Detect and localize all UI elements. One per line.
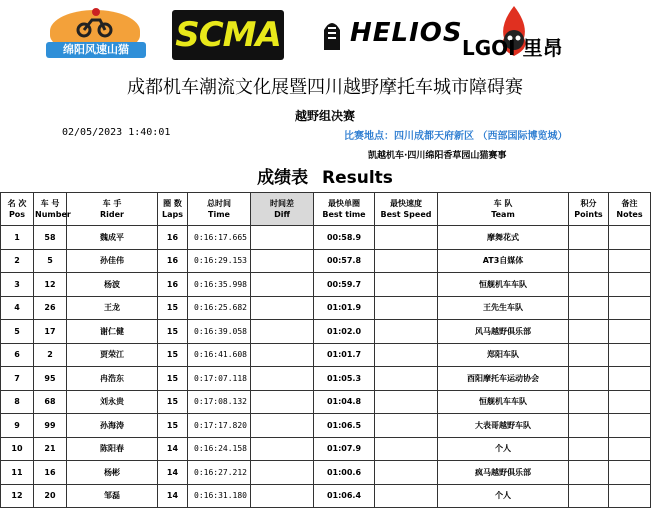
table-row [1,296,651,320]
cell-best-speed [375,320,438,344]
cell-rider: 杨彬 [67,461,158,485]
col-team [438,193,569,226]
cell-pos: 5 [1,320,34,344]
cell-diff [251,484,314,508]
cell-time: 0:16:41.608 [188,343,251,367]
organizer-label: 凯越机车·四川绵阳香草园山猫赛事 [368,151,507,161]
cell-number: 5 [34,249,67,273]
cell-best-time: 00:58.9 [314,226,375,250]
cell-team: 恒舰机车车队 [438,390,569,414]
cell-rider: 贾荣江 [67,343,158,367]
cell-rider: 刘永贵 [67,390,158,414]
page-subtitle: 越野组决赛 [294,109,355,123]
col-label-cn: 最快速度 [390,199,422,208]
cell-best-time: 01:06.5 [314,414,375,438]
cell-number: 21 [34,437,67,461]
cell-diff [251,390,314,414]
scma-logo-text: SCMA [175,15,281,55]
cell-best-time: 01:00.6 [314,461,375,485]
cell-laps: 15 [158,296,188,320]
cell-best-time: 00:57.8 [314,249,375,273]
print-datetime: 02/05/2023 1:40:01 [62,127,171,138]
col-label-en: Best Speed [380,210,432,219]
cell-time: 0:17:17.820 [188,414,251,438]
cell-team: AT3自媒体 [438,249,569,273]
col-label-cn: 车 号 [40,199,60,208]
scma-logo [172,10,284,60]
cell-notes [609,226,651,250]
cell-best-speed [375,461,438,485]
cell-notes [609,343,651,367]
col-rider [67,193,158,226]
cell-points [569,273,609,297]
col-label-cn: 车 手 [102,199,122,208]
venue-label: 比赛地点：四川成都天府新区 （西部国际博览城） [344,131,568,142]
rider-silhouette-icon [74,6,114,38]
col-label-en: Number [35,210,71,219]
moto-logo-name: 绵阳风速山猫 [46,42,146,58]
col-label-en: Notes [616,210,643,219]
cell-number: 58 [34,226,67,250]
cell-time: 0:16:24.158 [188,437,251,461]
cell-rider: 陈阳春 [67,437,158,461]
col-laps [158,193,188,226]
cell-laps: 15 [158,390,188,414]
cell-pos: 11 [1,461,34,485]
col-label-cn: 圈 数 [163,199,182,208]
cell-pos: 8 [1,390,34,414]
page-title: 成都机车潮流文化展暨四川越野摩托车城市障碍赛 [127,77,523,98]
table-row [1,414,651,438]
cell-best-speed [375,484,438,508]
cell-points [569,414,609,438]
cell-laps: 14 [158,484,188,508]
cell-laps: 14 [158,461,188,485]
cell-diff [251,226,314,250]
cell-points [569,367,609,391]
cell-diff [251,296,314,320]
cell-points [569,320,609,344]
col-label-cn: 名 次 [7,199,27,208]
flame-logo [462,4,582,62]
cell-team: 郑阳车队 [438,343,569,367]
cell-pos: 9 [1,414,34,438]
cell-rider: 孙佳伟 [67,249,158,273]
cell-laps: 16 [158,273,188,297]
table-row [1,367,651,391]
cell-laps: 16 [158,249,188,273]
cell-pos: 6 [1,343,34,367]
cell-time: 0:16:27.212 [188,461,251,485]
cell-time: 0:16:35.998 [188,273,251,297]
col-notes [609,193,651,226]
table-row [1,461,651,485]
results-heading-en: Results [322,168,393,188]
cell-time: 0:16:29.153 [188,249,251,273]
cell-best-speed [375,249,438,273]
cell-rider: 杨波 [67,273,158,297]
cell-laps: 15 [158,414,188,438]
cell-number: 12 [34,273,67,297]
cell-pos: 1 [1,226,34,250]
cell-time: 0:16:39.058 [188,320,251,344]
cell-rider: 谢仁健 [67,320,158,344]
helios-logo [320,14,463,54]
cell-pos: 7 [1,367,34,391]
motocross-rider-icon [40,6,145,62]
table-row [1,484,651,508]
cell-laps: 15 [158,343,188,367]
cell-laps: 14 [158,437,188,461]
cell-team: 摩舞花式 [438,226,569,250]
cell-notes [609,461,651,485]
cell-diff [251,320,314,344]
cell-laps: 16 [158,226,188,250]
cell-team: 大表哥越野车队 [438,414,569,438]
cell-team: 王先生车队 [438,296,569,320]
cell-time: 0:17:07.118 [188,367,251,391]
col-label-en: Laps [162,210,183,219]
cell-best-time: 00:59.7 [314,273,375,297]
col-time [188,193,251,226]
cell-best-speed [375,390,438,414]
cell-notes [609,390,651,414]
cell-rider: 邹磊 [67,484,158,508]
cell-pos: 4 [1,296,34,320]
col-label-en: Rider [100,210,124,219]
cell-best-speed [375,367,438,391]
helios-logo-text: HELIOS [350,18,463,48]
cell-diff [251,249,314,273]
cell-time: 0:16:17.665 [188,226,251,250]
cell-team: 个人 [438,484,569,508]
cell-best-time: 01:07.9 [314,437,375,461]
col-best-speed [375,193,438,226]
cell-number: 20 [34,484,67,508]
cell-notes [609,414,651,438]
cell-best-time: 01:01.7 [314,343,375,367]
cell-best-time: 01:04.8 [314,390,375,414]
col-label-en: Diff [274,210,290,219]
cell-number: 99 [34,414,67,438]
cell-points [569,296,609,320]
cell-team: 风马越野俱乐部 [438,320,569,344]
col-label-en: Time [208,210,230,219]
cell-rider: 冉浩东 [67,367,158,391]
cell-best-time: 01:06.4 [314,484,375,508]
col-pos [1,193,34,226]
cell-best-speed [375,226,438,250]
cell-notes [609,437,651,461]
cell-diff [251,414,314,438]
cell-laps: 15 [158,367,188,391]
cell-number: 17 [34,320,67,344]
cell-time: 0:16:25.682 [188,296,251,320]
sponsor-logos [0,0,650,66]
results-body [1,226,651,508]
col-label-en: Pos [8,210,26,219]
cell-points [569,484,609,508]
cell-notes [609,296,651,320]
col-diff [251,193,314,226]
cell-points [569,226,609,250]
cell-diff [251,461,314,485]
cell-number: 2 [34,343,67,367]
table-header-row [1,193,651,226]
cell-team: 个人 [438,437,569,461]
results-heading [0,163,650,188]
cell-pos: 10 [1,437,34,461]
col-label-cn: 最快单圈 [328,199,360,208]
col-label-en: Points [574,210,603,219]
cell-number: 68 [34,390,67,414]
cell-rider: 王龙 [67,296,158,320]
cell-points [569,343,609,367]
cell-diff [251,437,314,461]
cell-best-time: 01:01.9 [314,296,375,320]
cell-pos: 12 [1,484,34,508]
col-best-time [314,193,375,226]
results-heading-cn: 成绩表 [257,168,309,188]
table-row [1,249,651,273]
cell-best-time: 01:05.3 [314,367,375,391]
cell-number: 95 [34,367,67,391]
cell-diff [251,343,314,367]
cell-best-speed [375,343,438,367]
cell-time: 0:17:08.132 [188,390,251,414]
cell-diff [251,273,314,297]
results-table [0,192,651,508]
col-label-cn: 积分 [580,199,597,208]
cell-number: 16 [34,461,67,485]
table-row [1,390,651,414]
cell-pos: 2 [1,249,34,273]
cell-notes [609,484,651,508]
cell-points [569,249,609,273]
cell-best-speed [375,296,438,320]
cell-laps: 15 [158,320,188,344]
cell-diff [251,367,314,391]
cell-pos: 3 [1,273,34,297]
col-label-cn: 总时间 [207,199,231,208]
cell-notes [609,249,651,273]
lgoi-logo-text: LGOI 里昂 [462,36,563,60]
cell-points [569,461,609,485]
table-row [1,343,651,367]
col-label-en: Best time [322,210,366,219]
cell-points [569,390,609,414]
cell-team: 疯马越野俱乐部 [438,461,569,485]
cell-best-speed [375,273,438,297]
cell-points [569,437,609,461]
col-points [569,193,609,226]
cell-best-speed [375,437,438,461]
cell-time: 0:16:31.180 [188,484,251,508]
cell-number: 26 [34,296,67,320]
cell-notes [609,367,651,391]
col-number [34,193,71,226]
cell-team: 恒舰机车车队 [438,273,569,297]
helios-mark-icon [320,16,344,52]
table-row [1,273,651,297]
col-label-cn: 时间差 [270,199,294,208]
table-row [1,226,651,250]
col-label-en: Team [491,210,515,219]
col-label-cn: 备注 [621,199,638,208]
table-row [1,320,651,344]
col-label-cn: 车 队 [493,199,513,208]
cell-rider: 孙海涛 [67,414,158,438]
cell-best-speed [375,414,438,438]
cell-best-time: 01:02.0 [314,320,375,344]
cell-notes [609,273,651,297]
cell-rider: 魏成平 [67,226,158,250]
cell-team: 酉阳摩托车运动协会 [438,367,569,391]
cell-notes [609,320,651,344]
table-row [1,437,651,461]
